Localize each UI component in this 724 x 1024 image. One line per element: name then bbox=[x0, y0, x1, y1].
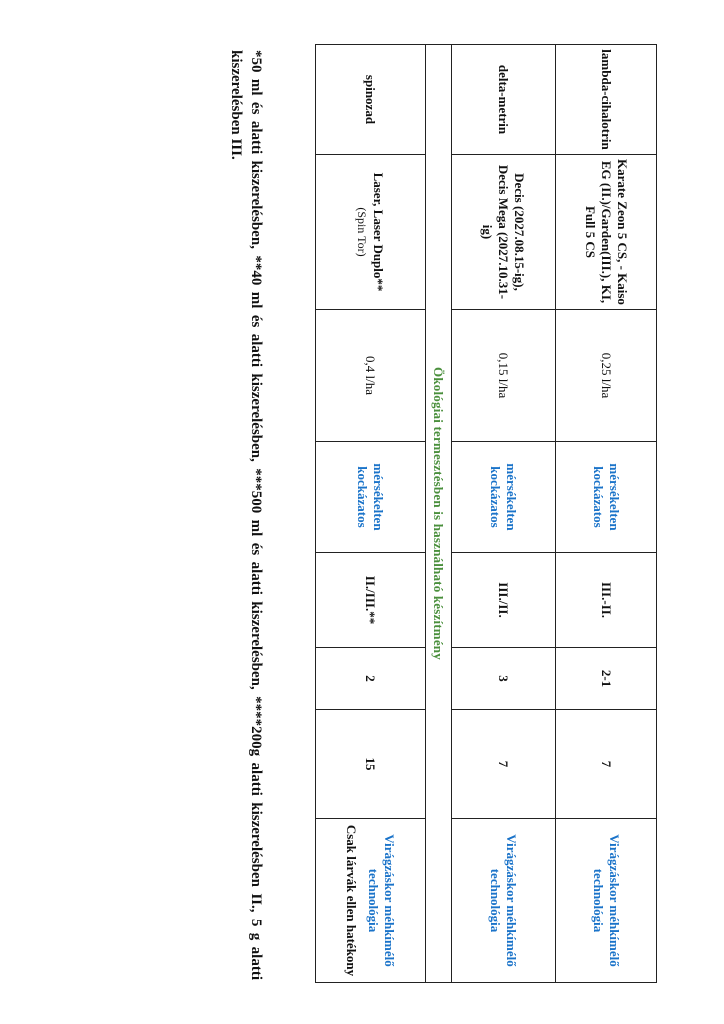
product-subname: (Spin Tor) bbox=[355, 207, 370, 257]
note-extra: Csak lárvák ellen hatékony bbox=[344, 824, 360, 977]
dose-cell: 0,4 l/ha bbox=[316, 310, 426, 442]
risk-cell: mérsékelten kockázatos bbox=[452, 442, 556, 553]
footnote: *50 ml és alatti kiszerelésben, **40 ml és alatti kiszerelésben, ***500 ml és alatti kiszerelésben, ****200g alatti kiszerelésben II., 5 g alatti kiszerelésben III. bbox=[228, 50, 264, 980]
note-cell bbox=[556, 819, 657, 983]
class-cell: III.-II. bbox=[556, 553, 657, 648]
note-text: Virágzáskor méhkímélő technológia bbox=[591, 834, 622, 967]
banner-row bbox=[426, 45, 452, 983]
note-text: Virágzáskor méhkímélő technológia bbox=[366, 834, 398, 967]
table-row bbox=[556, 45, 657, 983]
class-cell: III./II. bbox=[452, 553, 556, 648]
value-cell: 2 bbox=[316, 648, 426, 710]
table-row bbox=[316, 45, 426, 983]
substance-cell: spinozad bbox=[316, 45, 426, 155]
value-cell: 7 bbox=[556, 710, 657, 819]
product-name: Laser, Laser Duplo** bbox=[371, 172, 387, 292]
note-cell bbox=[316, 819, 426, 983]
pesticide-table bbox=[315, 44, 657, 983]
product-cell: Karate Zeon 5 CS, - Kaiso EG (II.)/Garden(III.), KI, Full 5 CS bbox=[556, 155, 657, 310]
note-cell bbox=[452, 819, 556, 983]
value-cell: 3 bbox=[452, 648, 556, 710]
table-row bbox=[452, 45, 556, 983]
substance-cell: lambda-cihalotrin bbox=[556, 45, 657, 155]
risk-cell: mérsékelten kockázatos bbox=[556, 442, 657, 553]
eco-banner: Ökológiai termesztésben is használható készítmény bbox=[426, 45, 452, 983]
value-cell: 2-1 bbox=[556, 648, 657, 710]
substance-cell: delta-metrin bbox=[452, 45, 556, 155]
product-cell bbox=[316, 155, 426, 310]
class-cell: II./III.** bbox=[316, 553, 426, 648]
value-cell: 7 bbox=[452, 710, 556, 819]
dose-cell: 0,25 l/ha bbox=[556, 310, 657, 442]
product-cell: Decis (2027.08.15-ig), Decis Mega (2027.10.31-ig) bbox=[452, 155, 556, 310]
value-cell: 15 bbox=[316, 710, 426, 819]
risk-cell: mérsékelten kockázatos bbox=[316, 442, 426, 553]
dose-cell: 0,15 l/ha bbox=[452, 310, 556, 442]
note-text: Virágzáskor méhkímélő technológia bbox=[488, 834, 520, 967]
